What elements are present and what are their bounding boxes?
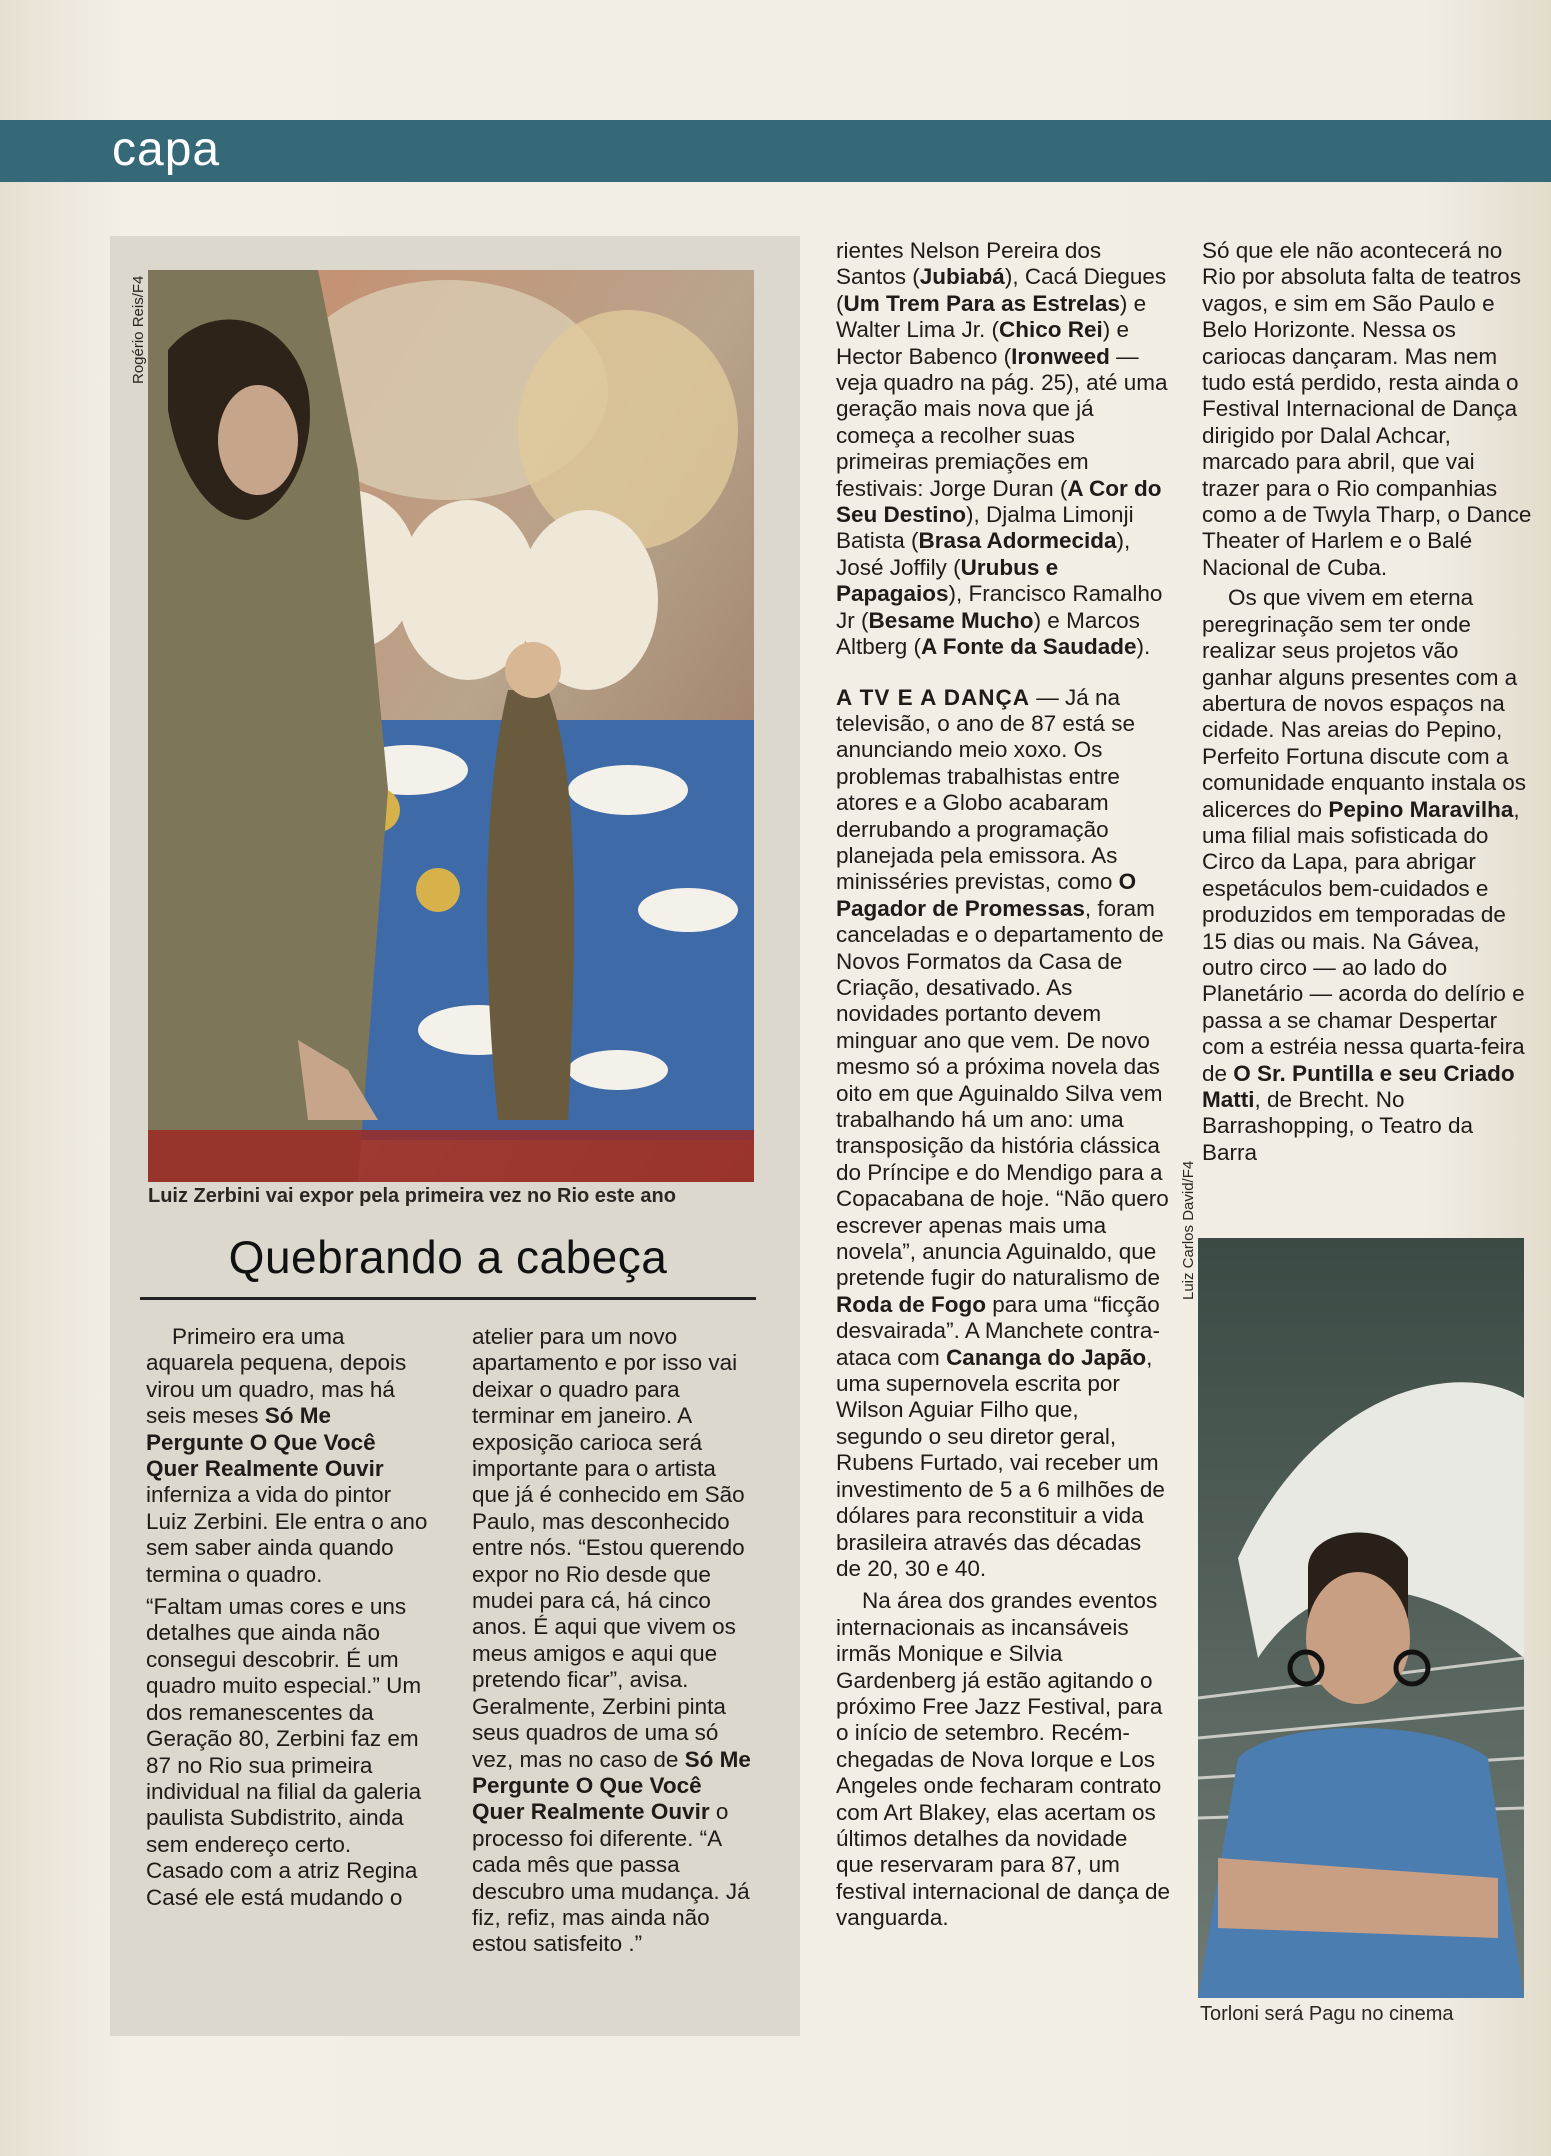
paragraph: Só que ele não acontecerá no Rio por absoluta falta de teatros vagos, e sim em São Paulo e Belo Horizonte. Nessa os cariocas dançaram. Mas nem tudo está perdido, resta ainda o Festival Internacional de Dança dirigido por Dalal Achcar, marcado para abril, que vai trazer para o Rio companhias como a de Twyla Tharp, o Dance Theater of Harlem e o Balé Nacional de Cuba. [1202,238,1532,580]
film-title: A Fonte da Saudade [921,634,1137,660]
venue-name: Pepino Maravilha [1328,796,1514,822]
text-run: ), Cacá Diegues ( [836,264,1167,316]
main-column-3 [836,238,1170,1932]
show-title: O Pagador de Promessas [836,869,1137,921]
text-run: o processo foi diferente. “A cada mês que passa descubro uma mudança. Já fiz, refiz, mas ainda não estou satisfeito .” [472,1799,750,1957]
text-run: , uma supernovela escrita por Wilson Aguiar Filho que, segundo o seu diretor geral, Rubens Furtado, vai receber um investimento de 5 a 6 milhões de dólares para reconstituir a vida brasileira através das décadas de 20, 30 e 40. [836,1344,1165,1581]
painter-photo-illustration [148,270,754,1182]
text-run: para uma “ficção desvairada”. A Manchete contra-ataca com [836,1291,1160,1370]
film-title: Um Trem Para as Estrelas [843,290,1120,316]
main-column-4 [1202,238,1532,1166]
sidebar-column-2 [472,1324,754,1958]
paragraph: “Faltam umas cores e uns detalhes que ainda não consegui descobrir. É um quadro muito especial.” Um dos remanescentes da Geração 80, Zerbini faz em 87 no Rio sua primeira individual na filial da galeria paulista Subdistrito, ainda sem endereço certo. Casado com a atriz Regina Casé ele está mudando o [146,1594,422,1910]
film-title: A Cor do Seu Destino [836,475,1162,528]
text-run: ) e Hector Babenco ( [836,317,1129,369]
photo2-credit: Luiz Carlos David/F4 [1180,1160,1197,1300]
section-title: capa [112,123,221,176]
photo-caption: Luiz Zerbini vai expor pela primeira vez no Rio este ano [148,1185,676,1207]
text-run: ) e Marcos Altberg ( [836,607,1140,660]
photo-credit: Rogério Reis/F4 [130,275,147,384]
actress-photo [1198,1238,1524,1998]
artwork-title: Só Me Pergunte O Que Você Quer Realmente Ouvir [472,1746,751,1825]
text-run: , uma filial mais sofisticada do Circo da Lapa, para abrigar espetáculos bem-cuidados e produzidos em temporadas de 15 dias ou mais. Na Gávea, outro circo — ao lado do Planetário — acorda do delírio e passa a se chamar Despertar com a estréia nessa quarta-feira de [1202,796,1525,1086]
film-title: Jubiabá [919,264,1005,290]
artwork-title: Só Me Pergunte O Que Você Quer Realmente Ouvir [146,1403,384,1482]
film-title: Chico Rei [998,317,1103,343]
play-title: O Sr. Puntilla e seu Criado Matti [1202,1060,1515,1112]
text-run: ) e Walter Lima Jr. ( [836,290,1147,343]
text-run: ), José Joffily ( [836,528,1131,580]
sidebar-column-1 [146,1324,428,1911]
photo2-caption: Torloni será Pagu no cinema [1200,2003,1454,2025]
sidebar-headline: Quebrando a cabeça [228,1231,668,1283]
text-run: inferniza a vida do pintor Luiz Zerbini. Ele entra o ano sem saber ainda quando termina o quadro. [146,1482,428,1587]
painter-photo [148,270,754,1182]
film-title: Ironweed [1011,343,1110,369]
show-title: Roda de Fogo [836,1291,986,1317]
actress-photo-illustration [1198,1238,1524,1998]
text-run: atelier para um novo apartamento e por isso vai deixar o quadro para terminar em janeiro. A exposição carioca será importante para o artista que já é conhecido em São Paulo, mas desconhecido entre nós. “Estou querendo expor no Rio desde que mudei para cá, há cinco anos. É aqui que vivem os meus amigos e aqui que pretendo ficar”, avisa. Geralmente, Zerbini pinta seus quadros de uma só vez, mas no caso de [472,1324,745,1772]
text-run: — Já na televisão, o ano de 87 está se anunciando meio xoxo. Os problemas trabalhistas entre atores e a Globo acabaram derrubando a programação planejada pela emissora. As minisséries previstas, como [836,684,1135,895]
film-title: Urubus e Papagaios [836,554,1059,607]
text-run: ), Djalma Limonji Batista ( [836,502,1134,554]
show-title: Cananga do Japão [946,1344,1147,1370]
text-run: — veja quadro na pág. 25), até uma geração mais nova que já começa a recolher suas primeiras premiações em festivais: Jorge Duran ( [836,343,1168,501]
text-run: , foram canceladas e o departamento de Novos Formatos da Casa de Criação, desativado. As novidades portanto devem minguar ano que vem. De novo mesmo só a próxima novela das oito em que Aguinaldo Silva vem trabalhando há um ano: uma transposição da história clássica do Príncipe e do Mendigo para a Copacabana de hoje. “Não quero escrever apenas mais uma novela”, anuncia Aguinaldo, que pretende fugir do naturalismo de [836,895,1169,1291]
subhead: A TV E A DANÇA [836,684,1030,710]
text-run: rientes Nelson Pereira dos Santos ( [836,238,1102,290]
text-run: Primeiro era uma aquarela pequena, depois virou um quadro, mas há seis meses [146,1324,407,1429]
text-run: ). [1136,634,1151,660]
text-run: Os que vivem em eterna peregrinação sem ter onde realizar seus projetos vão ganhar alguns presentes com a abertura de novos espaços na cidade. Nas areias do Pepino, Perfeito Fortuna discute com a comunidade enquanto instala os alicerces do [1202,585,1526,822]
text-run: , de Brecht. No Barrashopping, o Teatro da Barra [1202,1087,1474,1165]
section-header-bar [0,120,1551,182]
film-title: Besame Mucho [868,607,1034,633]
text-run: ), Francisco Ramalho Jr ( [836,581,1163,633]
film-title: Brasa Adormecida [918,528,1117,554]
headline-rule [140,1297,756,1300]
paragraph: Na área dos grandes eventos internacionais as incansáveis irmãs Monique e Silvia Gardenberg já estão agitando o próximo Free Jazz Festival, para o início de setembro. Recém-chegadas de Nova Iorque e Los Angeles onde fecharam contrato com Art Blakey, elas acertam os últimos detalhes da novidade que reservaram para 87, um festival internacional de dança de vanguarda. [836,1588,1170,1931]
